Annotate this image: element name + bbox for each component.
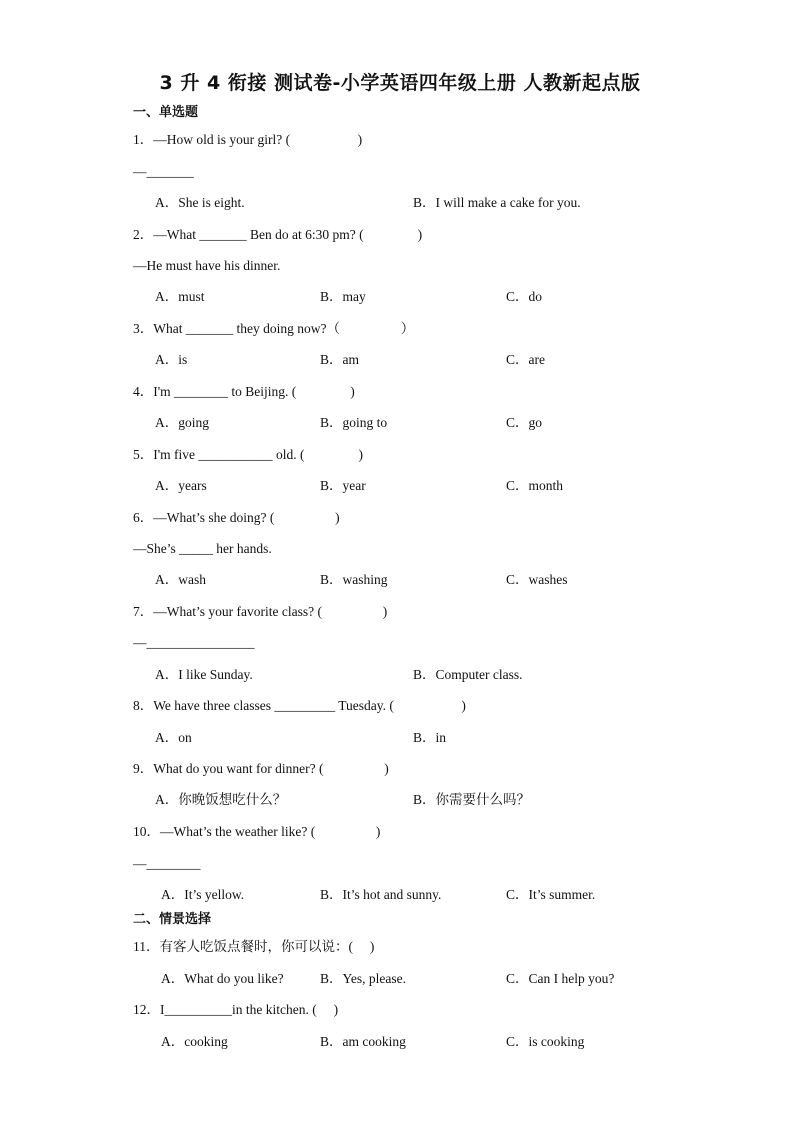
question-6-option-c[interactable]: C．washes bbox=[506, 572, 568, 587]
question-2-option-c[interactable]: C．do bbox=[506, 289, 543, 304]
question-12-option-c[interactable]: C．is cooking bbox=[506, 1034, 585, 1049]
page-title: 3 升 4 衔接 测试卷-小学英语四年级上册 人教新起点版 bbox=[159, 72, 641, 94]
question-7-option-b[interactable]: B．Computer class. bbox=[413, 667, 523, 682]
question-4-option-a[interactable]: A．going bbox=[155, 415, 209, 430]
question-2-reply: —He must have his dinner. bbox=[133, 258, 281, 273]
question-4-option-c[interactable]: C．go bbox=[506, 415, 543, 430]
question-3-option-b[interactable]: B．am bbox=[320, 352, 359, 367]
question-1-option-b[interactable]: B．I will make a cake for you. bbox=[413, 195, 581, 210]
question-11-stem: 11．有客人吃饭点餐时，你可以说：( ) bbox=[133, 939, 375, 954]
question-12-option-b[interactable]: B．am cooking bbox=[320, 1034, 406, 1049]
question-7-option-a[interactable]: A．I like Sunday. bbox=[155, 667, 253, 682]
question-5-stem: 5．I'm five ___________ old. ( ) bbox=[133, 447, 364, 462]
question-10-option-a[interactable]: A．It’s yellow. bbox=[161, 887, 245, 902]
question-7-reply: —________________ bbox=[133, 635, 255, 650]
question-3-option-c[interactable]: C．are bbox=[506, 352, 545, 367]
section-heading-single-choice: 一、单选题 bbox=[133, 105, 199, 120]
section-heading-situational: 二、情景选择 bbox=[133, 912, 212, 927]
question-9-option-a[interactable]: A．你晚饭想吃什么？ bbox=[155, 792, 287, 807]
question-5-option-c[interactable]: C．month bbox=[506, 478, 564, 493]
question-6-option-b[interactable]: B．washing bbox=[320, 572, 388, 587]
question-9-stem: 9．What do you want for dinner? ( ) bbox=[133, 761, 389, 776]
question-5-option-a[interactable]: A．years bbox=[155, 478, 207, 493]
question-1-stem: 1．—How old is your girl? ( ) bbox=[133, 132, 363, 147]
question-8-option-b[interactable]: B．in bbox=[413, 730, 447, 745]
question-2-option-a[interactable]: A．must bbox=[155, 289, 205, 304]
question-4-option-b[interactable]: B．going to bbox=[320, 415, 388, 430]
question-12-option-a[interactable]: A．cooking bbox=[161, 1034, 228, 1049]
question-8-option-a[interactable]: A．on bbox=[155, 730, 192, 745]
question-10-reply: —________ bbox=[133, 856, 201, 871]
question-10-stem: 10．—What’s the weather like? ( ) bbox=[133, 824, 381, 839]
question-6-stem: 6．—What’s she doing? ( ) bbox=[133, 510, 340, 525]
question-10-option-c[interactable]: C．It’s summer. bbox=[506, 887, 596, 902]
question-6-reply: —She’s _____ her hands. bbox=[133, 541, 272, 556]
question-6-option-a[interactable]: A．wash bbox=[155, 572, 206, 587]
question-2-stem: 2．—What _______ Ben do at 6:30 pm? ( ) bbox=[133, 227, 423, 242]
question-7-stem: 7．—What’s your favorite class? ( ) bbox=[133, 604, 388, 619]
question-8-stem: 8．We have three classes _________ Tuesday. ( ) bbox=[133, 698, 466, 713]
question-3-stem: 3．What _______ they doing now?（ ） bbox=[133, 321, 415, 336]
question-1-reply: —_______ bbox=[133, 164, 194, 179]
question-11-option-a[interactable]: A．What do you like? bbox=[161, 971, 284, 986]
question-3-option-a[interactable]: A．is bbox=[155, 352, 188, 367]
question-4-stem: 4．I'm ________ to Beijing. ( ) bbox=[133, 384, 355, 399]
question-1-option-a[interactable]: A．She is eight. bbox=[155, 195, 245, 210]
question-11-option-b[interactable]: B．Yes, please. bbox=[320, 971, 407, 986]
question-2-option-b[interactable]: B．may bbox=[320, 289, 366, 304]
question-11-option-c[interactable]: C．Can I help you? bbox=[506, 971, 615, 986]
question-5-option-b[interactable]: B．year bbox=[320, 478, 366, 493]
question-9-option-b[interactable]: B．你需要什么吗？ bbox=[413, 792, 531, 807]
question-10-option-b[interactable]: B．It’s hot and sunny. bbox=[320, 887, 442, 902]
question-12-stem: 12．I__________in the kitchen. ( ) bbox=[133, 1002, 339, 1017]
